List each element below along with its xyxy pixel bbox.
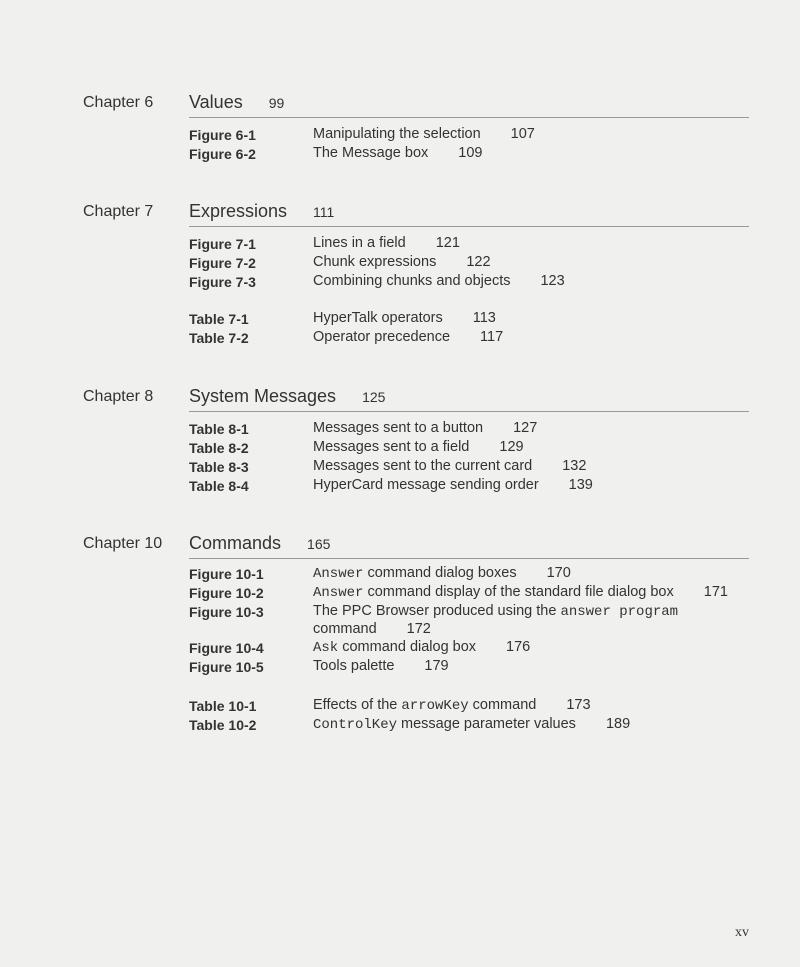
code-term: ControlKey <box>313 717 398 733</box>
entry-label: Table 7-1 <box>189 311 249 327</box>
entry-title: Chunk expressions 122 <box>313 254 491 270</box>
chapter-page: 111 <box>313 204 335 220</box>
entry-label: Table 8-1 <box>189 421 249 437</box>
entry-page: 132 <box>562 458 587 474</box>
entry-page: 121 <box>435 235 460 251</box>
entry-label: Table 7-2 <box>189 330 249 346</box>
toc-entry[interactable] <box>0 145 800 164</box>
entry-title: HyperCard message sending order 139 <box>313 477 593 493</box>
entry-label: Figure 7-3 <box>189 274 256 290</box>
toc-entry[interactable] <box>0 477 800 496</box>
toc-entry[interactable] <box>0 658 800 677</box>
toc-entry[interactable] <box>0 565 800 584</box>
toc-entry[interactable] <box>0 439 800 458</box>
toc-entry[interactable] <box>0 639 800 658</box>
code-term: answer program <box>560 604 679 620</box>
entry-label: Table 8-3 <box>189 459 249 475</box>
toc-entry[interactable] <box>0 254 800 273</box>
chapter-title[interactable]: System Messages 125 <box>189 386 386 406</box>
entry-page: 107 <box>510 126 535 142</box>
entry-page: 127 <box>513 420 538 436</box>
toc-entry[interactable] <box>0 273 800 292</box>
entry-title: Ask command dialog box 176 <box>313 639 531 656</box>
chapter-label: Chapter 10 <box>83 535 163 552</box>
entry-title: HyperTalk operators 113 <box>313 310 496 326</box>
entry-label: Figure 10-4 <box>189 640 264 656</box>
entry-title: The Message box 109 <box>313 145 483 161</box>
page-number: xv <box>735 925 749 940</box>
entry-page: 109 <box>458 145 483 161</box>
entry-label: Figure 7-1 <box>189 236 256 252</box>
entry-title: Combining chunks and objects 123 <box>313 273 565 289</box>
entry-label: Figure 10-5 <box>189 659 264 675</box>
entry-title: Messages sent to a button 127 <box>313 420 538 436</box>
code-term: Answer <box>313 585 364 601</box>
chapter-rule <box>189 226 749 227</box>
chapter-label: Chapter 8 <box>83 388 154 405</box>
entry-label: Figure 10-3 <box>189 604 264 620</box>
chapter-title[interactable]: Commands 165 <box>189 533 331 553</box>
toc-entry[interactable] <box>0 584 800 603</box>
entry-label: Figure 10-1 <box>189 566 264 582</box>
entry-page: 117 <box>480 329 504 345</box>
chapter-page: 125 <box>362 389 386 405</box>
entry-page: 173 <box>566 697 591 713</box>
entry-page: 172 <box>406 621 431 637</box>
entry-title: Messages sent to the current card 132 <box>313 458 587 474</box>
entry-page: 176 <box>506 639 531 655</box>
chapter-rule <box>189 117 749 118</box>
entry-title: Messages sent to a field 129 <box>313 439 524 455</box>
toc-entry[interactable] <box>0 697 800 716</box>
entry-title: Effects of the arrowKey command 173 <box>313 697 591 714</box>
entry-label: Figure 6-1 <box>189 127 256 143</box>
entry-title: Answer command display of the standard file dialog box 171 <box>313 584 728 601</box>
entry-label: Figure 7-2 <box>189 255 256 271</box>
entry-title: Manipulating the selection 107 <box>313 126 535 142</box>
entry-page: 113 <box>472 310 496 326</box>
entry-title: Answer command dialog boxes 170 <box>313 565 571 582</box>
entry-page: 122 <box>466 254 491 270</box>
entry-page: 179 <box>424 658 449 674</box>
chapter-page: 99 <box>268 95 285 111</box>
entry-label: Table 10-2 <box>189 717 257 733</box>
toc-entry[interactable] <box>0 716 800 735</box>
entry-page: 189 <box>605 716 631 732</box>
entry-label: Figure 10-2 <box>189 585 264 601</box>
entry-page: 171 <box>703 584 728 600</box>
chapter-title[interactable]: Values 99 <box>189 92 285 112</box>
toc-entry[interactable] <box>0 235 800 254</box>
entry-label: Table 8-2 <box>189 440 249 456</box>
toc-entry[interactable] <box>0 126 800 145</box>
entry-label: Table 10-1 <box>189 698 257 714</box>
toc-entry[interactable] <box>0 603 800 639</box>
entry-page: 123 <box>540 273 565 289</box>
chapter-title[interactable]: Expressions 111 <box>189 201 335 221</box>
entry-label: Figure 6-2 <box>189 146 256 162</box>
entry-page: 170 <box>546 565 571 581</box>
toc-entry[interactable] <box>0 420 800 439</box>
entry-page: 139 <box>568 477 593 493</box>
entry-title: The PPC Browser produced using the answer program command 172 <box>313 603 679 637</box>
code-term: Answer <box>313 566 364 582</box>
entry-title: Tools palette 179 <box>313 658 449 674</box>
chapter-label: Chapter 6 <box>83 94 154 111</box>
chapter-label: Chapter 7 <box>83 203 154 220</box>
code-term: arrowKey <box>401 698 469 714</box>
entry-label: Table 8-4 <box>189 478 249 494</box>
entry-title: Lines in a field 121 <box>313 235 460 251</box>
chapter-rule <box>189 411 749 412</box>
chapter-rule <box>189 558 749 559</box>
code-term: Ask <box>313 640 339 656</box>
chapter-page: 165 <box>307 536 331 552</box>
toc-entry[interactable] <box>0 329 800 348</box>
entry-title: Operator precedence 117 <box>313 329 504 345</box>
toc-entry[interactable] <box>0 310 800 329</box>
entry-page: 129 <box>499 439 524 455</box>
entry-title: ControlKey message parameter values 189 <box>313 716 631 733</box>
toc-entry[interactable] <box>0 458 800 477</box>
